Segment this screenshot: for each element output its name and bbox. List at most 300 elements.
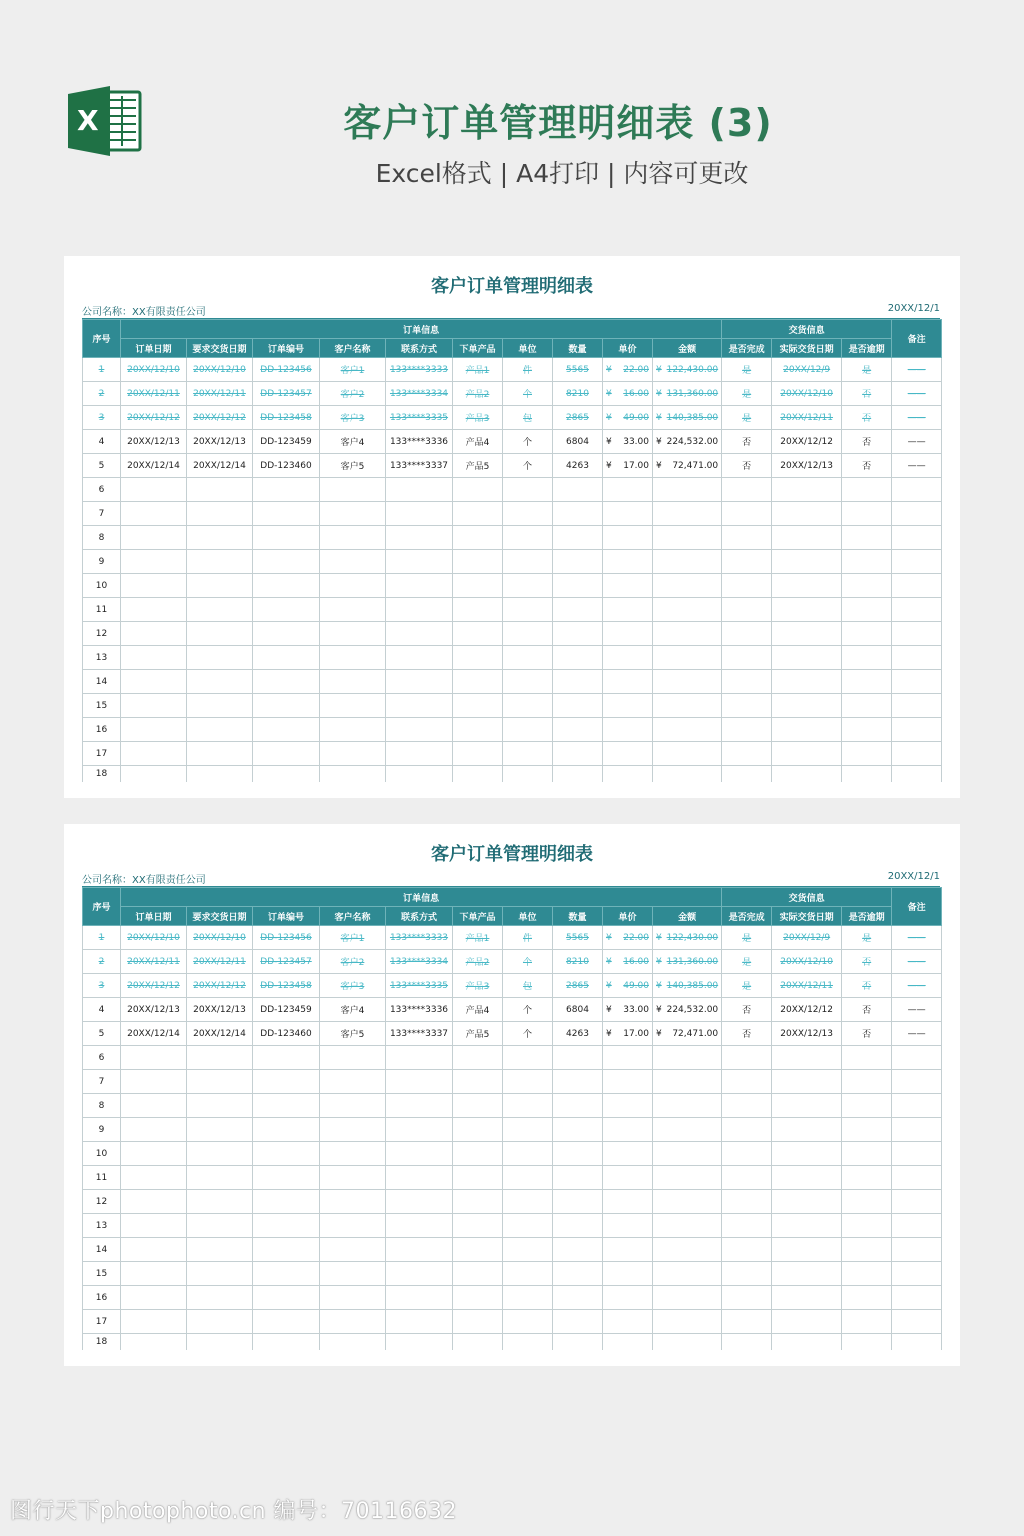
row-index: 1 [83,926,121,950]
cell-qty: 5565 [553,926,603,950]
empty-cell [722,1286,772,1310]
empty-cell [121,1310,187,1334]
empty-cell [386,598,453,622]
empty-cell [603,742,653,766]
empty-cell [603,526,653,550]
empty-cell [722,1238,772,1262]
empty-cell [603,1046,653,1070]
empty-cell [722,526,772,550]
empty-cell [187,478,253,502]
cell-unit: 个 [503,382,553,406]
empty-cell [842,502,892,526]
cell-overdue: 否 [842,950,892,974]
cell-qty: 6804 [553,430,603,454]
empty-cell [386,478,453,502]
row-index: 5 [83,1022,121,1046]
empty-cell [772,718,842,742]
cell-actual-date: 20XX/12/10 [772,382,842,406]
empty-cell [121,694,187,718]
empty-cell [187,1142,253,1166]
empty-cell [772,1046,842,1070]
empty-cell [503,526,553,550]
empty-cell [603,1190,653,1214]
empty-row [83,1214,942,1238]
empty-cell [386,1190,453,1214]
empty-row [83,1046,942,1070]
cell-customer: 客户4 [320,430,386,454]
cell-overdue: 否 [842,998,892,1022]
cell-actual-date: 20XX/12/10 [772,950,842,974]
column-header: 下单产品 [453,907,503,926]
row-index: 11 [83,1166,121,1190]
empty-cell [253,1046,320,1070]
empty-cell [121,574,187,598]
empty-cell [603,1070,653,1094]
cell-price [603,998,653,1022]
row-index: 3 [83,406,121,430]
empty-cell [842,574,892,598]
row-index: 8 [83,1094,121,1118]
cell-amount [653,406,722,430]
spreadsheet-preview-2 [64,824,960,1366]
empty-cell [842,1262,892,1286]
cell-customer: 客户5 [320,1022,386,1046]
empty-cell [320,1334,386,1351]
empty-cell [187,1334,253,1351]
cell-product: 产品5 [453,454,503,478]
empty-cell [386,694,453,718]
cell-customer: 客户4 [320,998,386,1022]
empty-cell [892,1238,942,1262]
empty-row [83,1262,942,1286]
empty-cell [553,1334,603,1351]
column-header-row [83,339,942,358]
empty-cell [253,478,320,502]
empty-cell [320,550,386,574]
empty-cell [842,1118,892,1142]
empty-cell [653,1286,722,1310]
empty-cell [253,694,320,718]
empty-cell [386,526,453,550]
empty-cell [553,622,603,646]
cell-actual-date: 20XX/12/12 [772,430,842,454]
column-header: 数量 [553,339,603,358]
cell-req-date: 20XX/12/11 [187,950,253,974]
cell-amount [653,974,722,998]
empty-cell [553,742,603,766]
cell-overdue: 否 [842,1022,892,1046]
empty-row [83,1286,942,1310]
empty-cell [842,526,892,550]
cell-order-no: DD-123459 [253,998,320,1022]
amount-value: 131,360.00 [666,956,719,967]
empty-cell [892,1046,942,1070]
cell-done: 是 [722,926,772,950]
cell-req-date: 20XX/12/11 [187,382,253,406]
empty-cell [553,526,603,550]
empty-cell [121,1286,187,1310]
empty-cell [772,478,842,502]
empty-cell [503,670,553,694]
empty-cell [892,1166,942,1190]
empty-cell [603,646,653,670]
amount-value: 72,471.00 [672,460,719,471]
empty-cell [453,478,503,502]
cell-contact: 133****3334 [386,950,453,974]
table-row [83,950,942,974]
empty-cell [603,550,653,574]
cell-product: 产品1 [453,358,503,382]
empty-cell [553,1046,603,1070]
empty-cell [386,670,453,694]
empty-cell [386,502,453,526]
empty-cell [320,622,386,646]
empty-cell [453,1094,503,1118]
empty-cell [187,742,253,766]
empty-cell [253,670,320,694]
column-header: 订单日期 [121,339,187,358]
column-header: 要求交货日期 [187,339,253,358]
empty-cell [253,1262,320,1286]
empty-cell [503,1118,553,1142]
row-index: 15 [83,1262,121,1286]
cell-req-date: 20XX/12/12 [187,406,253,430]
cell-req-date: 20XX/12/10 [187,926,253,950]
sheet-date: 20XX/12/1 [887,871,940,882]
currency-symbol: ¥ [656,388,662,399]
cell-contact: 133****3334 [386,382,453,406]
empty-cell [722,1310,772,1334]
row-index: 6 [83,1046,121,1070]
cell-order-date: 20XX/12/13 [121,998,187,1022]
empty-cell [386,1046,453,1070]
empty-cell [121,1238,187,1262]
empty-cell [453,1046,503,1070]
column-header: 是否逾期 [842,339,892,358]
empty-cell [892,1214,942,1238]
empty-cell [503,1334,553,1351]
empty-cell [503,1214,553,1238]
empty-cell [187,1070,253,1094]
empty-cell [603,718,653,742]
empty-cell [453,1118,503,1142]
empty-cell [722,502,772,526]
empty-cell [187,766,253,783]
empty-cell [121,718,187,742]
spreadsheet-preview-1 [64,256,960,798]
cell-remark: —— [892,454,942,478]
empty-cell [453,598,503,622]
empty-cell [503,622,553,646]
price-value: 16.00 [623,956,649,967]
cell-price [603,382,653,406]
empty-row [83,718,942,742]
empty-cell [653,1334,722,1351]
empty-cell [603,1262,653,1286]
empty-cell [603,766,653,783]
empty-cell [386,1118,453,1142]
cell-qty: 8210 [553,382,603,406]
currency-symbol: ¥ [606,460,612,471]
empty-cell [503,718,553,742]
empty-cell [842,1070,892,1094]
empty-cell [772,598,842,622]
empty-cell [653,1094,722,1118]
empty-cell [653,1190,722,1214]
price-value: 33.00 [623,436,649,447]
cell-contact: 133****3336 [386,998,453,1022]
currency-symbol: ¥ [606,364,612,375]
empty-row [83,694,942,718]
cell-actual-date: 20XX/12/12 [772,998,842,1022]
empty-cell [842,622,892,646]
empty-cell [187,1190,253,1214]
empty-row [83,574,942,598]
empty-cell [553,1262,603,1286]
amount-value: 224,532.00 [666,436,719,447]
empty-cell [842,1046,892,1070]
empty-row [83,670,942,694]
empty-cell [253,550,320,574]
cell-price [603,926,653,950]
empty-cell [503,478,553,502]
cell-unit: 个 [503,998,553,1022]
empty-row [83,1166,942,1190]
cell-qty: 4263 [553,1022,603,1046]
empty-cell [842,550,892,574]
cell-order-no: DD-123458 [253,406,320,430]
cell-order-no: DD-123457 [253,382,320,406]
empty-cell [653,1142,722,1166]
empty-cell [453,766,503,783]
empty-cell [320,1166,386,1190]
column-header: 单位 [503,907,553,926]
empty-cell [722,742,772,766]
empty-cell [320,1310,386,1334]
row-index: 12 [83,622,121,646]
empty-cell [386,1286,453,1310]
table-row [83,926,942,950]
page-header [0,0,1024,220]
empty-cell [320,1142,386,1166]
cell-order-no: DD-123457 [253,950,320,974]
empty-cell [253,1214,320,1238]
empty-cell [320,574,386,598]
cell-contact: 133****3337 [386,454,453,478]
group-header-row [83,320,942,339]
cell-remark: —— [892,926,942,950]
empty-cell [892,1118,942,1142]
cell-price [603,454,653,478]
empty-cell [603,1334,653,1351]
table-row [83,406,942,430]
currency-symbol: ¥ [606,1028,612,1039]
row-index: 4 [83,998,121,1022]
empty-cell [653,694,722,718]
empty-cell [320,1238,386,1262]
cell-req-date: 20XX/12/14 [187,1022,253,1046]
sheet-title: 客户订单管理明细表 [431,844,593,865]
amount-value: 72,471.00 [672,1028,719,1039]
empty-cell [553,718,603,742]
empty-cell [187,622,253,646]
header-order-info: 订单信息 [121,320,722,339]
cell-product: 产品2 [453,950,503,974]
empty-row [83,1094,942,1118]
empty-cell [772,550,842,574]
cell-qty: 2865 [553,974,603,998]
company-name: 公司名称：XX有限责任公司 [82,875,206,886]
empty-cell [603,598,653,622]
empty-cell [892,718,942,742]
empty-cell [121,1190,187,1214]
amount-value: 122,430.00 [666,932,719,943]
cell-qty: 2865 [553,406,603,430]
empty-cell [121,478,187,502]
cell-remark: —— [892,1022,942,1046]
empty-cell [503,1262,553,1286]
empty-cell [772,1142,842,1166]
currency-symbol: ¥ [656,460,662,471]
empty-cell [842,742,892,766]
currency-symbol: ¥ [606,932,612,943]
empty-cell [386,574,453,598]
empty-cell [892,1286,942,1310]
row-index: 7 [83,1070,121,1094]
empty-cell [722,1094,772,1118]
currency-symbol: ¥ [606,1004,612,1015]
cell-overdue: 否 [842,406,892,430]
cell-unit: 件 [503,358,553,382]
empty-cell [653,742,722,766]
empty-cell [603,1094,653,1118]
empty-cell [722,1070,772,1094]
empty-cell [320,1118,386,1142]
empty-cell [386,646,453,670]
empty-row [83,1118,942,1142]
row-index: 9 [83,550,121,574]
empty-cell [253,526,320,550]
empty-cell [892,550,942,574]
empty-cell [121,1214,187,1238]
empty-cell [553,1118,603,1142]
empty-cell [320,718,386,742]
empty-cell [121,766,187,783]
cell-contact: 133****3337 [386,1022,453,1046]
empty-cell [772,646,842,670]
empty-row [83,1142,942,1166]
cell-qty: 5565 [553,358,603,382]
currency-symbol: ¥ [656,932,662,943]
empty-cell [892,478,942,502]
empty-cell [722,1334,772,1351]
empty-cell [121,1166,187,1190]
column-header: 联系方式 [386,339,453,358]
empty-cell [121,1262,187,1286]
empty-cell [121,622,187,646]
empty-cell [453,574,503,598]
empty-cell [553,1070,603,1094]
empty-cell [320,670,386,694]
column-header: 要求交货日期 [187,907,253,926]
empty-cell [553,598,603,622]
empty-cell [253,1070,320,1094]
empty-cell [722,1166,772,1190]
cell-order-date: 20XX/12/11 [121,382,187,406]
header-delivery-info: 交货信息 [722,888,892,907]
empty-cell [772,1262,842,1286]
cell-unit: 件 [503,926,553,950]
cell-remark: —— [892,950,942,974]
table-row [83,1022,942,1046]
column-header: 实际交货日期 [772,339,842,358]
row-index: 11 [83,598,121,622]
row-index: 4 [83,430,121,454]
column-header: 金额 [653,907,722,926]
cell-qty: 6804 [553,998,603,1022]
empty-cell [320,694,386,718]
empty-cell [653,574,722,598]
empty-cell [653,1166,722,1190]
empty-cell [253,598,320,622]
row-index: 14 [83,670,121,694]
empty-cell [320,1190,386,1214]
empty-cell [653,646,722,670]
cell-amount [653,430,722,454]
page-title: 客户订单管理明细表 (3) [343,101,773,145]
cell-order-no: DD-123459 [253,430,320,454]
cell-product: 产品4 [453,430,503,454]
order-table [82,319,942,782]
empty-cell [842,670,892,694]
cell-order-date: 20XX/12/14 [121,1022,187,1046]
cell-order-date: 20XX/12/10 [121,926,187,950]
cell-req-date: 20XX/12/12 [187,974,253,998]
empty-cell [253,1094,320,1118]
empty-cell [453,718,503,742]
empty-cell [503,694,553,718]
cell-order-date: 20XX/12/12 [121,974,187,998]
cell-customer: 客户5 [320,454,386,478]
cell-product: 产品4 [453,998,503,1022]
empty-cell [653,670,722,694]
empty-cell [603,622,653,646]
cell-order-no: DD-123458 [253,974,320,998]
column-header: 单价 [603,339,653,358]
empty-cell [842,1334,892,1351]
row-index: 3 [83,974,121,998]
empty-cell [892,766,942,783]
empty-cell [320,1262,386,1286]
empty-cell [892,1334,942,1351]
empty-cell [187,1262,253,1286]
cell-unit: 个 [503,1022,553,1046]
column-header: 金额 [653,339,722,358]
empty-cell [503,1286,553,1310]
currency-symbol: ¥ [656,980,662,991]
empty-cell [553,1310,603,1334]
empty-cell [386,718,453,742]
empty-cell [653,766,722,783]
cell-contact: 133****3335 [386,974,453,998]
cell-order-no: DD-123456 [253,358,320,382]
row-index: 16 [83,718,121,742]
empty-cell [320,1046,386,1070]
empty-cell [187,598,253,622]
cell-amount [653,998,722,1022]
currency-symbol: ¥ [606,436,612,447]
row-index: 16 [83,1286,121,1310]
